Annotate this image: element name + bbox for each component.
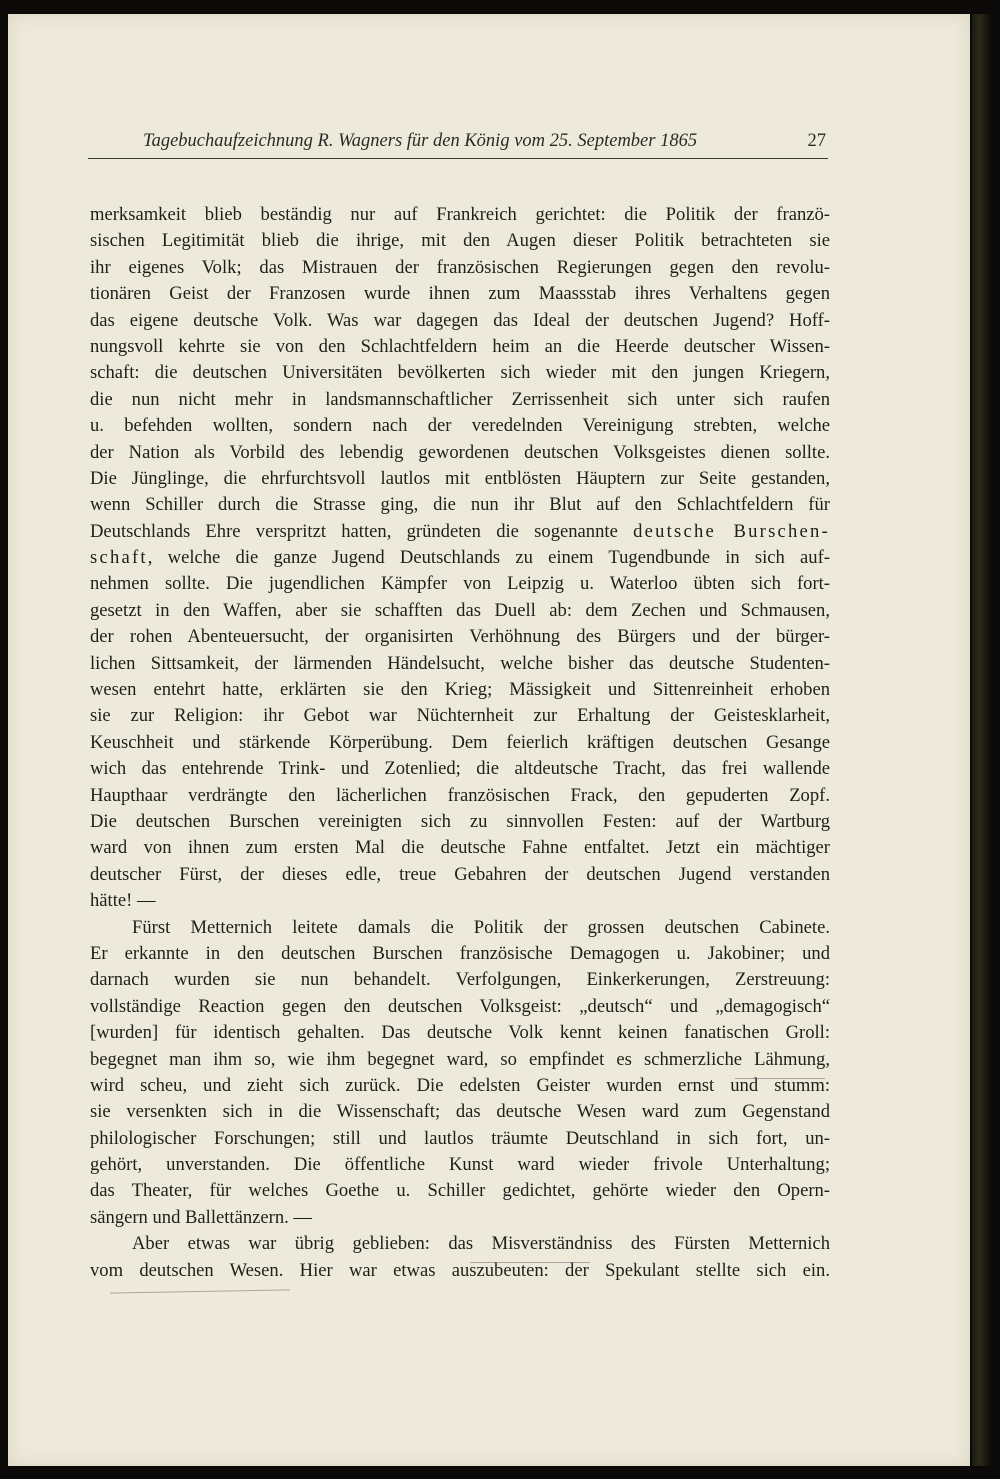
text-line: wesen entehrt hatte, erklärten sie den Krieg; Mässigkeit und Sittenreinheit erhoben [90, 679, 830, 701]
text-line: Haupthaar verdrängte den lächerlichen französischen Frack, den gepuderten Zopf. [90, 784, 830, 806]
text-line: Er erkannte in den deutschen Burschen französische Demagogen u. Jakobiner; und [90, 942, 830, 964]
text-line: der Nation als Vorbild des lebendig gewordenen deutschen Volksgeistes dienen sollte. [90, 441, 830, 463]
text-line: der rohen Abenteuersucht, der organisirten Verhöhnung des Bürgers und der bürger- [90, 626, 830, 648]
text-line: ward von ihnen zum ersten Mal die deutsche Fahne entfaltet. Jetzt ein mächtiger [90, 837, 830, 859]
text-line: u. befehden wollten, sondern nach der veredelnden Vereinigung strebten, welche [90, 415, 830, 437]
text-fragment: , welche die ganze Jugend Deutschlands zu einem Tugendbunde in sich auf- [147, 547, 830, 569]
text-line: schaft: die deutschen Universitäten bevölkerten sich wieder mit den jungen Kriegern, [90, 362, 830, 384]
text-line: begegnet man ihm so, wie ihm begegnet ward, so empfindet es schmerzliche Lähmung, [90, 1048, 830, 1070]
text-line [90, 545, 830, 571]
text-line: hätte! — [90, 890, 156, 912]
text-line: Aber etwas war übrig geblieben: das Misverständniss des Fürsten Metternich [132, 1233, 830, 1255]
text-line: nehmen sollte. Die jugendlichen Kämpfer von Leipzig u. Waterloo übten sich fort- [90, 573, 830, 595]
text-line: das eigene deutsche Volk. Was war dagegen das Ideal der deutschen Jugend? Hoff- [90, 309, 830, 331]
text-line: gesetzt in den Waffen, aber sie schafften das Duell ab: dem Zechen und Schmausen, [90, 599, 830, 621]
running-head [88, 131, 828, 159]
text-line: lichen Sittsamkeit, der lärmenden Händelsucht, welche bisher das deutsche Studenten- [90, 652, 830, 674]
spaced-term: deutsche Burschen- [633, 520, 830, 542]
text-line: sischen Legitimität blieb die ihrige, mit den Augen dieser Politik betrachteten sie [90, 230, 830, 252]
pencil-underline [470, 1262, 590, 1263]
text-line: philologischer Forschungen; still und lautlos träumte Deutschland in sich fort, un- [90, 1127, 830, 1149]
text-line: ihr eigenes Volk; das Mistrauen der französischen Regierungen gegen den revolu- [90, 256, 830, 278]
text-line: merksamkeit blieb beständig nur auf Frankreich gerichtet: die Politik der franzö- [90, 204, 830, 225]
text-line: tionären Geist der Franzosen wurde ihnen zum Maassstab ihres Verhaltens gegen [90, 283, 830, 305]
text-line: sie zur Religion: ihr Gebot war Nüchternheit zur Erhaltung der Geistesklarheit, [90, 705, 830, 727]
page-edge [972, 14, 992, 1466]
text-line: wenn Schiller durch die Strasse ging, die nun ihr Blut auf den Schlachtfeldern für [90, 494, 830, 516]
header-rule [88, 158, 828, 159]
text-line: Die Jünglinge, die ehrfurchtsvoll lautlos mit entblösten Häuptern zur Seite gestanden, [90, 467, 830, 489]
text-line: deutscher Fürst, der dieses edle, treue Gebahren der deutschen Jugend verstanden [90, 863, 830, 885]
body-text [90, 202, 830, 1284]
text-line: wird scheu, und zieht sich zurück. Die edelsten Geister wurden ernst und stumm: [90, 1074, 830, 1096]
text-line: wich das entehrende Trink- und Zotenlied; die altdeutsche Tracht, das frei wallende [90, 758, 830, 780]
text-line: nungsvoll kehrte sie von den Schlachtfeldern heim an die Heerde deutscher Wissen- [90, 335, 830, 357]
text-line [90, 519, 830, 545]
text-line: vollständige Reaction gegen den deutschen Volksgeist: „deutsch“ und „demagogisch“ [90, 995, 830, 1017]
text-line: Fürst Metternich leitete damals die Politik der grossen deutschen Cabinete. [132, 916, 830, 938]
text-line: Keuschheit und stärkende Körperübung. Dem feierlich kräftigen deutschen Gesange [90, 731, 830, 753]
text-line: [wurden] für identisch gehalten. Das deutsche Volk kennt keinen fanatischen Groll: [90, 1022, 830, 1044]
text-line: darnach wurden sie nun behandelt. Verfolgungen, Einkerkerungen, Zerstreuung: [90, 969, 830, 991]
text-line: gehört, unverstanden. Die öffentliche Kunst ward wieder frivole Unterhaltung; [90, 1154, 830, 1176]
text-fragment: Deutschlands Ehre verspritzt hatten, gründeten die sogenannte [90, 520, 618, 542]
page-number: 27 [807, 131, 826, 151]
pencil-underline [735, 1078, 825, 1079]
text-line: sängern und Ballettänzern. — [90, 1206, 313, 1228]
text-line: vom deutschen Wesen. Hier war etwas auszubeuten: der Spekulant stellte sich ein. [90, 1259, 830, 1281]
text-line: sie versenkten sich in die Wissenschaft; das deutsche Wesen ward zum Gegenstand [90, 1101, 830, 1123]
text-line: Die deutschen Burschen vereinigten sich zu sinnvollen Festen: auf der Wartburg [90, 810, 830, 832]
text-line: die nun nicht mehr in landsmannschaftlicher Zerrissenheit sich unter sich raufen [90, 388, 830, 410]
running-head-title: Tagebuchaufzeichnung R. Wagners für den König vom 25. September 1865 [143, 131, 698, 151]
text-line: das Theater, für welches Goethe u. Schiller gedichtet, gehörte wieder den Opern- [90, 1180, 830, 1202]
spaced-term: schaft [90, 547, 148, 569]
